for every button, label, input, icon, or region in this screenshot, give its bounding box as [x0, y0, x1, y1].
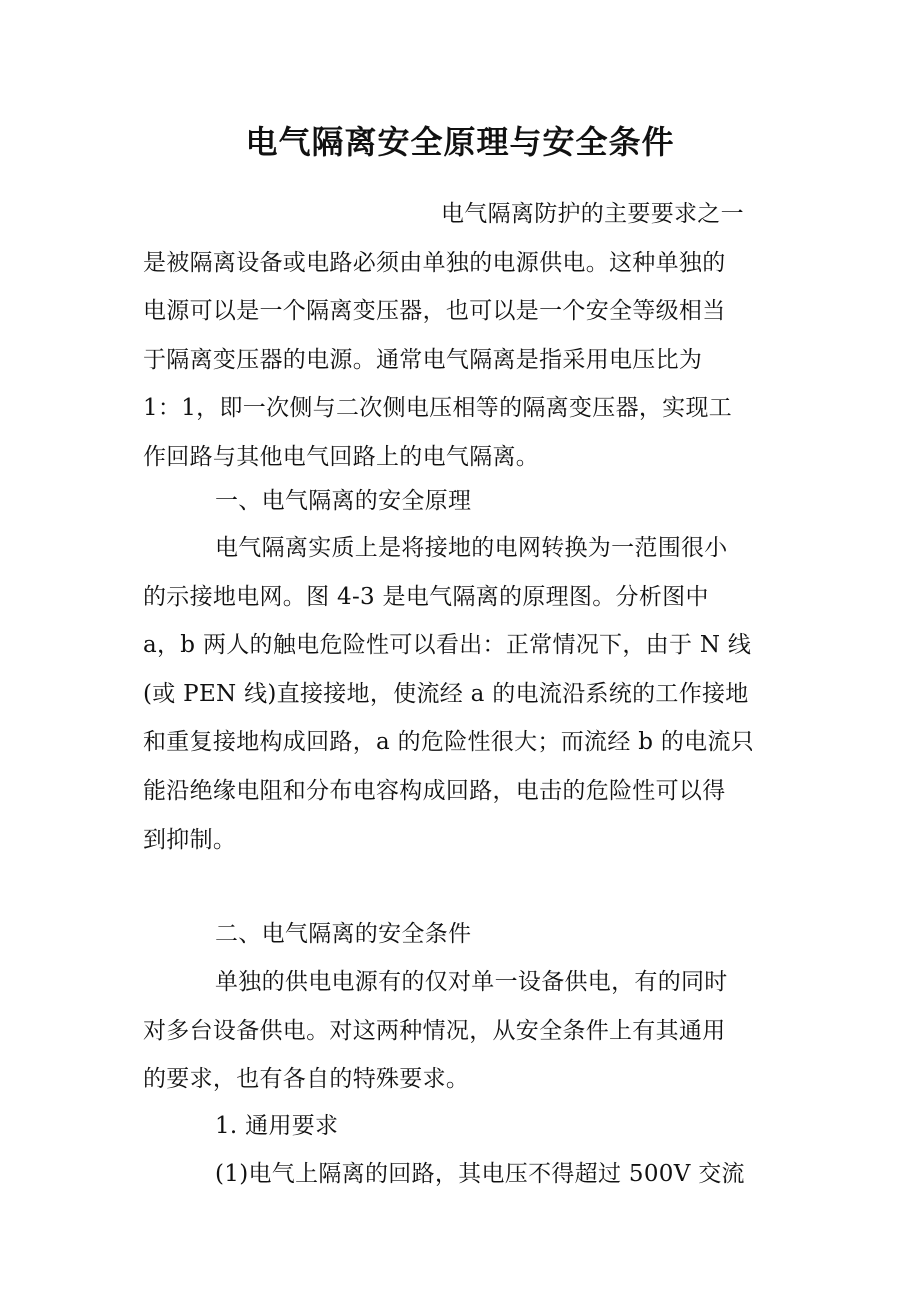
intro-line-5: 1：1，即一次侧与二次侧电压相等的隔离变压器，实现工 — [143, 395, 733, 422]
section1-heading: 一、电气隔离的安全原理 — [215, 488, 472, 514]
section1-line-2: 的示接地电网。图 4-3 是电气隔离的原理图。分析图中 — [143, 583, 709, 610]
section1-line-6: 能沿绝缘电阻和分布电容构成回路，电击的危险性可以得 — [143, 777, 726, 804]
section2-line-1: 单独的供电电源有的仅对单一设备供电，有的同时 — [215, 969, 728, 995]
section2-line-2: 对多台设备供电。对这两种情况，从安全条件上有其通用 — [143, 1017, 726, 1044]
intro-line-4: 于隔离变压器的电源。通常电气隔离是指采用电压比为 — [143, 346, 703, 373]
intro-paragraph — [143, 190, 783, 482]
intro-line-3: 电源可以是一个隔离变压器，也可以是一个安全等级相当 — [143, 298, 726, 325]
general-requirements-heading: 1. 通用要求 — [215, 1113, 339, 1139]
section1-line-4: (或 PEN 线)直接接地，使流经 a 的电流沿系统的工作接地 — [143, 680, 749, 707]
intro-line-6: 作回路与其他电气回路上的电气隔离。 — [143, 443, 540, 470]
intro-line-1: 电气隔离防护的主要要求之一 — [441, 201, 744, 227]
section1-line-5: 和重复接地构成回路，a 的危险性很大；而流经 b 的电流只 — [143, 729, 755, 756]
section2-paragraph — [143, 958, 783, 1104]
section1-line-7: 到抑制。 — [143, 826, 237, 853]
section2-line-3: 的要求，也有各自的特殊要求。 — [143, 1066, 470, 1093]
intro-line-2: 是被隔离设备或电路必须由单独的电源供电。这种单独的 — [143, 249, 726, 276]
requirement-item-1: (1)电气上隔离的回路，其电压不得超过 500V 交流 — [215, 1161, 745, 1187]
section1-line-3: a，b 两人的触电危险性可以看出：正常情况下，由于 N 线 — [143, 632, 752, 659]
document-title: 电气隔离安全原理与安全条件 — [245, 123, 675, 161]
section2-heading: 二、电气隔离的安全条件 — [215, 921, 472, 947]
section1-paragraph — [143, 524, 783, 864]
section1-line-1: 电气隔离实质上是将接地的电网转换为一范围很小 — [215, 535, 728, 561]
